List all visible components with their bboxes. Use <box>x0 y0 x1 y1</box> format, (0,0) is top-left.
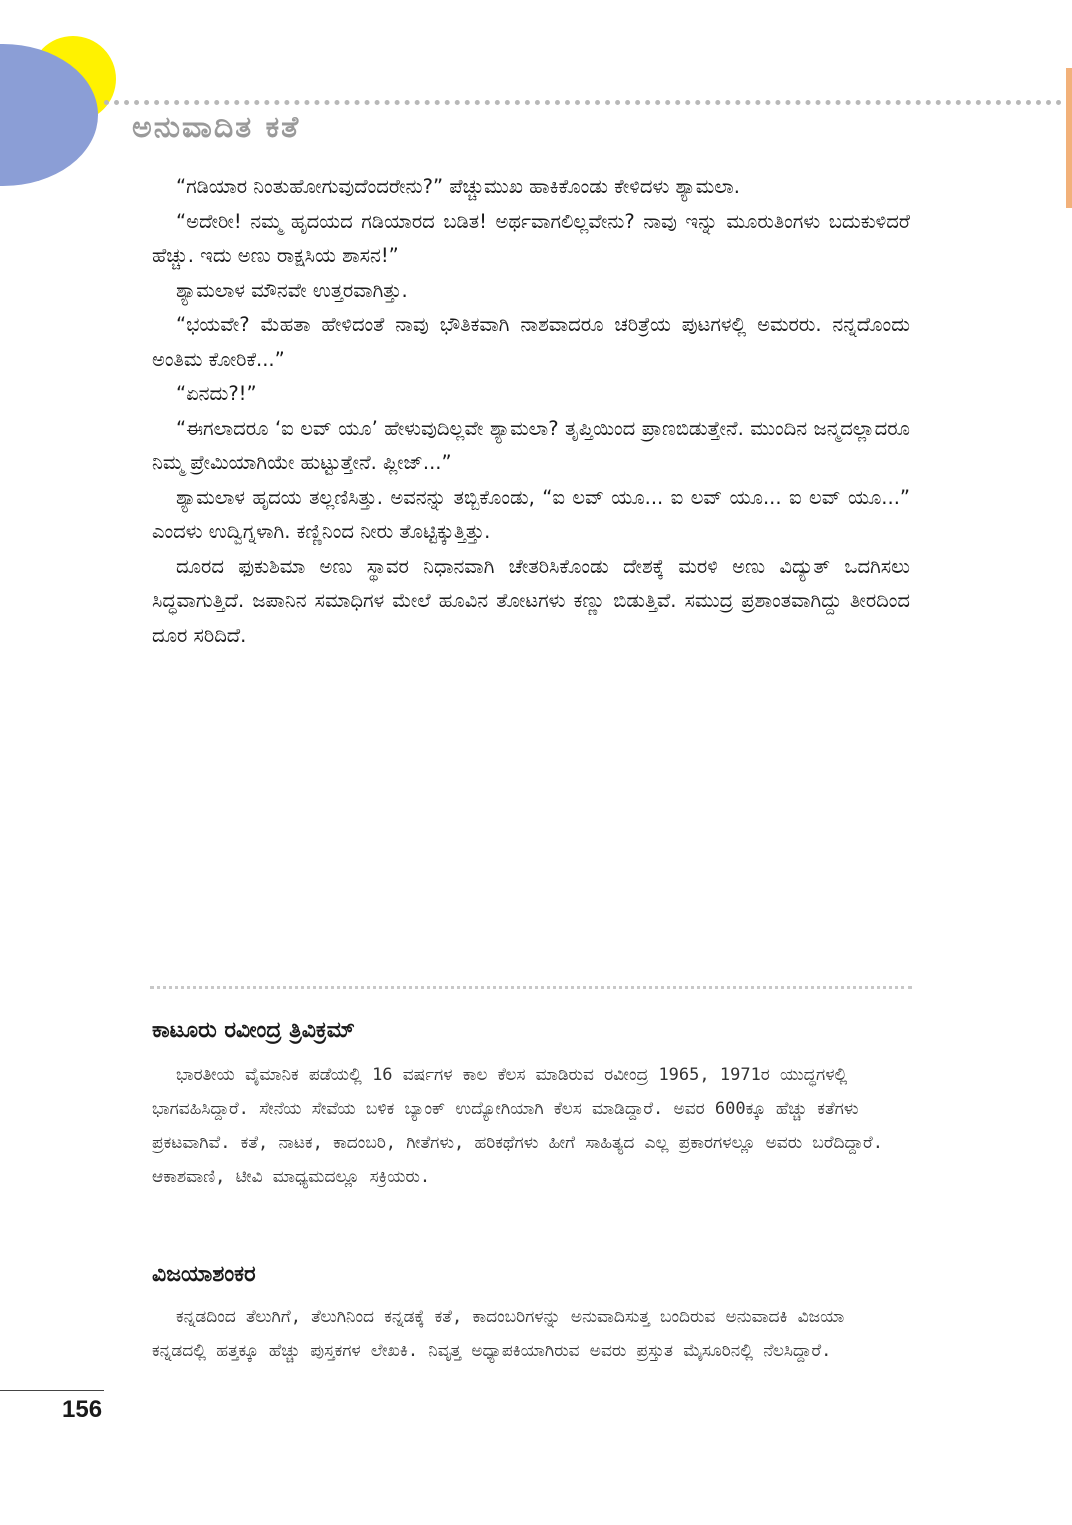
story-paragraph: “ಏನದು?!” <box>176 382 257 405</box>
section-title: ಅನುವಾದಿತ ಕತೆ <box>132 110 301 145</box>
story-paragraph: “ಗಡಿಯಾರ ನಿಂತುಹೋಗುವುದೆಂದರೇನು?” ಪೆಚ್ಚುಮುಖ ಹಾಕಿಕೊಂಡು ಕೇಳಿದಳು ಶ್ಯಾಮಲಾ. <box>176 175 741 198</box>
story-paragraph: “ಭಯವೇ? ಮೆಹತಾ ಹೇಳಿದಂತೆ ನಾವು ಭೌತಿಕವಾಗಿ ನಾಶವಾದರೂ ಚರಿತ್ರೆಯ ಪುಟಗಳಲ್ಲಿ ಅಮರರು. ನನ್ನದೊಂದು ಅಂತಿಮ ಕೋರಿಕೆ...” <box>152 313 910 371</box>
story-paragraph: “ಅದೇರೀ! ನಮ್ಮ ಹೃದಯದ ಗಡಿಯಾರದ ಬಡಿತ! ಅರ್ಥವಾಗಲಿಲ್ಲವೇನು? ನಾವು ಇನ್ನು ಮೂರುತಿಂಗಳು ಬದುಕುಳಿದರೆ ಹೆಚ್ಚು. ಇದು ಅಣು ರಾಕ್ಷಸಿಯ ಶಾಸನ!” <box>152 209 910 267</box>
story-paragraph: ದೂರದ ಫುಕುಶಿಮಾ ಅಣು ಸ್ಥಾವರ ನಿಧಾನವಾಗಿ ಚೇತರಿಸಿಕೊಂಡು ದೇಶಕ್ಕೆ ಮರಳಿ ಅಣು ವಿದ್ಯುತ್ ಒದಗಿಸಲು ಸಿದ್ಧವಾಗುತ್ತಿದೆ. ಜಪಾನಿನ ಸಮಾಧಿಗಳ ಮೇಲೆ ಹೂವಿನ ತೋಟಗಳು ಕಣ್ಣು ಬಿಡುತ್ತಿವೆ. ಸಮುದ್ರ ಪ್ರಶಾಂತವಾಗಿದ್ದು ತೀರದಿಂದ ದೂರ ಸರಿದಿದೆ. <box>152 554 910 647</box>
author-name: ಕಾಟೂರು ರವೀಂದ್ರ ತ್ರಿವಿಕ್ರಮ್ <box>152 1018 355 1043</box>
section-dotted-divider <box>150 986 912 989</box>
story-paragraph: “ಈಗಲಾದರೂ ‘ಐ ಲವ್ ಯೂ’ ಹೇಳುವುದಿಲ್ಲವೇ ಶ್ಯಾಮಲಾ? ತೃಪ್ತಿಯಿಂದ ಪ್ರಾಣಬಿಡುತ್ತೇನೆ. ಮುಂದಿನ ಜನ್ಮದಲ್ಲಾದರೂ ನಿಮ್ಮ ಪ್ರೇಮಿಯಾಗಿಯೇ ಹುಟ್ಟುತ್ತೇನೆ. ಪ್ಲೀಜ್...” <box>152 416 910 474</box>
story-paragraph: ಶ್ಯಾಮಲಾಳ ಹೃದಯ ತಲ್ಲಣಿಸಿತ್ತು. ಅವನನ್ನು ತಬ್ಬಿಕೊಂಡು, “ಐ ಲವ್ ಯೂ... ಐ ಲವ್ ಯೂ... ಐ ಲವ್ ಯೂ...” ಎಂದಳು ಉದ್ವಿಗ್ನಳಾಗಿ. ಕಣ್ಣಿನಿಂದ ನೀರು ತೊಟ್ಟಿಕ್ಕುತ್ತಿತ್ತು. <box>152 485 910 543</box>
translator-name: ವಿಜಯಾಶಂಕರ <box>152 1262 256 1287</box>
translator-bio: ಕನ್ನಡದಿಂದ ತೆಲುಗಿಗೆ, ತೆಲುಗಿನಿಂದ ಕನ್ನಡಕ್ಕೆ ಕತೆ, ಕಾದಂಬರಿಗಳನ್ನು ಅನುವಾದಿಸುತ್ತ ಬಂದಿರುವ ಅನುವಾದಕಿ ವಿಜಯಾ ಕನ್ನಡದಲ್ಲಿ ಹತ್ತಕ್ಕೂ ಹೆಚ್ಚು ಪುಸ್ತಕಗಳ ಲೇಖಕಿ. ನಿವೃತ್ತ ಅಧ್ಯಾಪಕಿಯಾಗಿರುವ ಅವರು ಪ್ರಸ್ತುತ ಮೈಸೂರಿನಲ್ಲಿ ನೆಲಸಿದ್ದಾರೆ. <box>152 1307 845 1361</box>
author-bio: ಭಾರತೀಯ ವೈಮಾನಿಕ ಪಡೆಯಲ್ಲಿ 16 ವರ್ಷಗಳ ಕಾಲ ಕೆಲಸ ಮಾಡಿರುವ ರವೀಂದ್ರ 1965, 1971ರ ಯುದ್ಧಗಳಲ್ಲಿ ಭಾಗವಹಿಸಿದ್ದಾರೆ. ಸೇನೆಯ ಸೇವೆಯ ಬಳಿಕ ಬ್ಯಾಂಕ್ ಉದ್ಯೋಗಿಯಾಗಿ ಕೆಲಸ ಮಾಡಿದ್ದಾರೆ. ಅವರ 600ಕ್ಕೂ ಹೆಚ್ಚು ಕತೆಗಳು ಪ್ರಕಟವಾಗಿವೆ. ಕತೆ, ನಾಟಕ, ಕಾದಂಬರಿ, ಗೀತೆಗಳು, ಹರಿಕಥೆಗಳು ಹೀಗೆ ಸಾಹಿತ್ಯದ ಎಲ್ಲ ಪ್ರಕಾರಗಳಲ್ಲೂ ಅವರು ಬರೆದಿದ್ದಾರೆ. ಆಕಾಶವಾಣಿ, ಟೀವಿ ಮಾಧ್ಯಮದಲ್ಲೂ ಸಕ್ರಿಯರು. <box>152 1065 883 1187</box>
header-dotted-rule <box>104 100 1072 105</box>
page-number: 156 <box>62 1396 103 1423</box>
page-number-rule <box>0 1390 104 1391</box>
page-edge-tab <box>1066 68 1072 208</box>
story-body <box>152 170 910 653</box>
story-paragraph: ಶ್ಯಾಮಲಾಳ ಮೌನವೇ ಉತ್ತರವಾಗಿತ್ತು. <box>176 278 408 302</box>
